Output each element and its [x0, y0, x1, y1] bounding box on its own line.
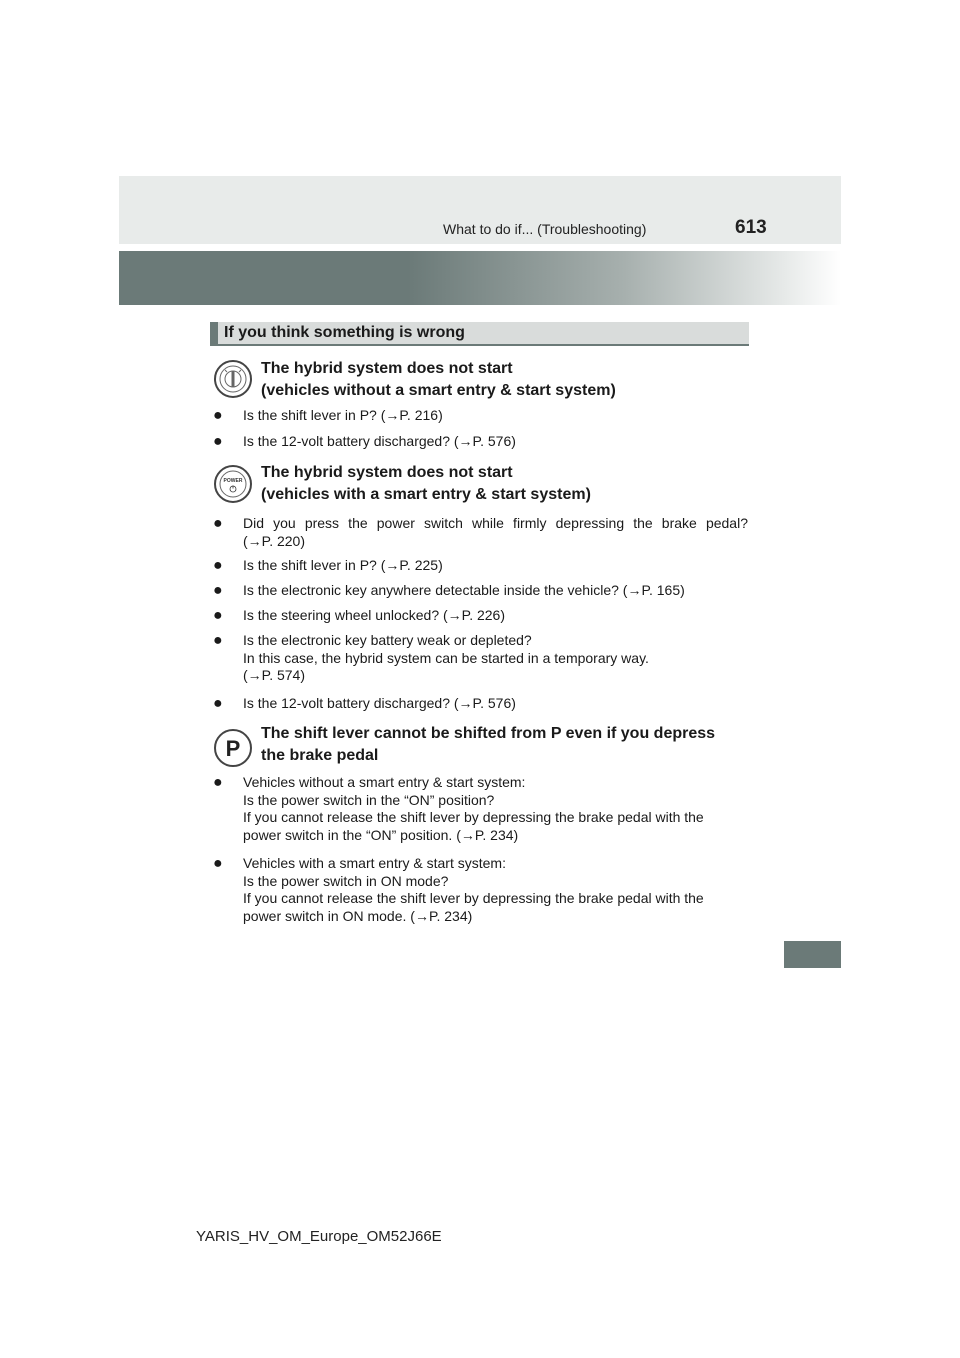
bullet-icon: ● [213, 515, 223, 532]
bullet-icon: ● [213, 774, 223, 791]
bullet-icon: ● [213, 407, 223, 424]
document-code: YARIS_HV_OM_Europe_OM52J66E [196, 1228, 442, 1245]
bullet-icon: ● [213, 607, 223, 624]
section-heading: If you think something is wrong [210, 322, 749, 346]
subsection-title-line: The shift lever cannot be shifted from P even if you depress [261, 725, 716, 742]
bullet-icon: ● [213, 632, 223, 649]
chapter-banner [119, 251, 841, 305]
bullet-icon: ● [213, 855, 223, 872]
park-p-icon [214, 729, 252, 767]
ignition-key-icon [214, 360, 252, 398]
bullet-icon: ● [213, 695, 223, 712]
chapter-title: What to do if... (Troubleshooting) [443, 221, 647, 237]
page-number: 613 [735, 217, 767, 238]
subsection-title [261, 723, 751, 767]
bullet-icon: ● [213, 557, 223, 574]
svg-text:POWER: POWER [223, 478, 243, 484]
subsection-title-line: (vehicles without a smart entry & start system) [261, 382, 616, 399]
subsection-title [261, 358, 751, 402]
subsection-title-line: (vehicles with a smart entry & start system) [261, 486, 591, 503]
subsection-title-line: The hybrid system does not start [261, 464, 513, 481]
subsection-title-line: the brake pedal [261, 747, 379, 764]
svg-text:P: P [225, 736, 241, 761]
subsection-title-line: The hybrid system does not start [261, 360, 513, 377]
chapter-tab-marker [784, 941, 841, 968]
bullet-icon: ● [213, 433, 223, 450]
subsection-title [261, 462, 751, 506]
bullet-icon: ● [213, 582, 223, 599]
power-switch-icon [214, 465, 252, 503]
